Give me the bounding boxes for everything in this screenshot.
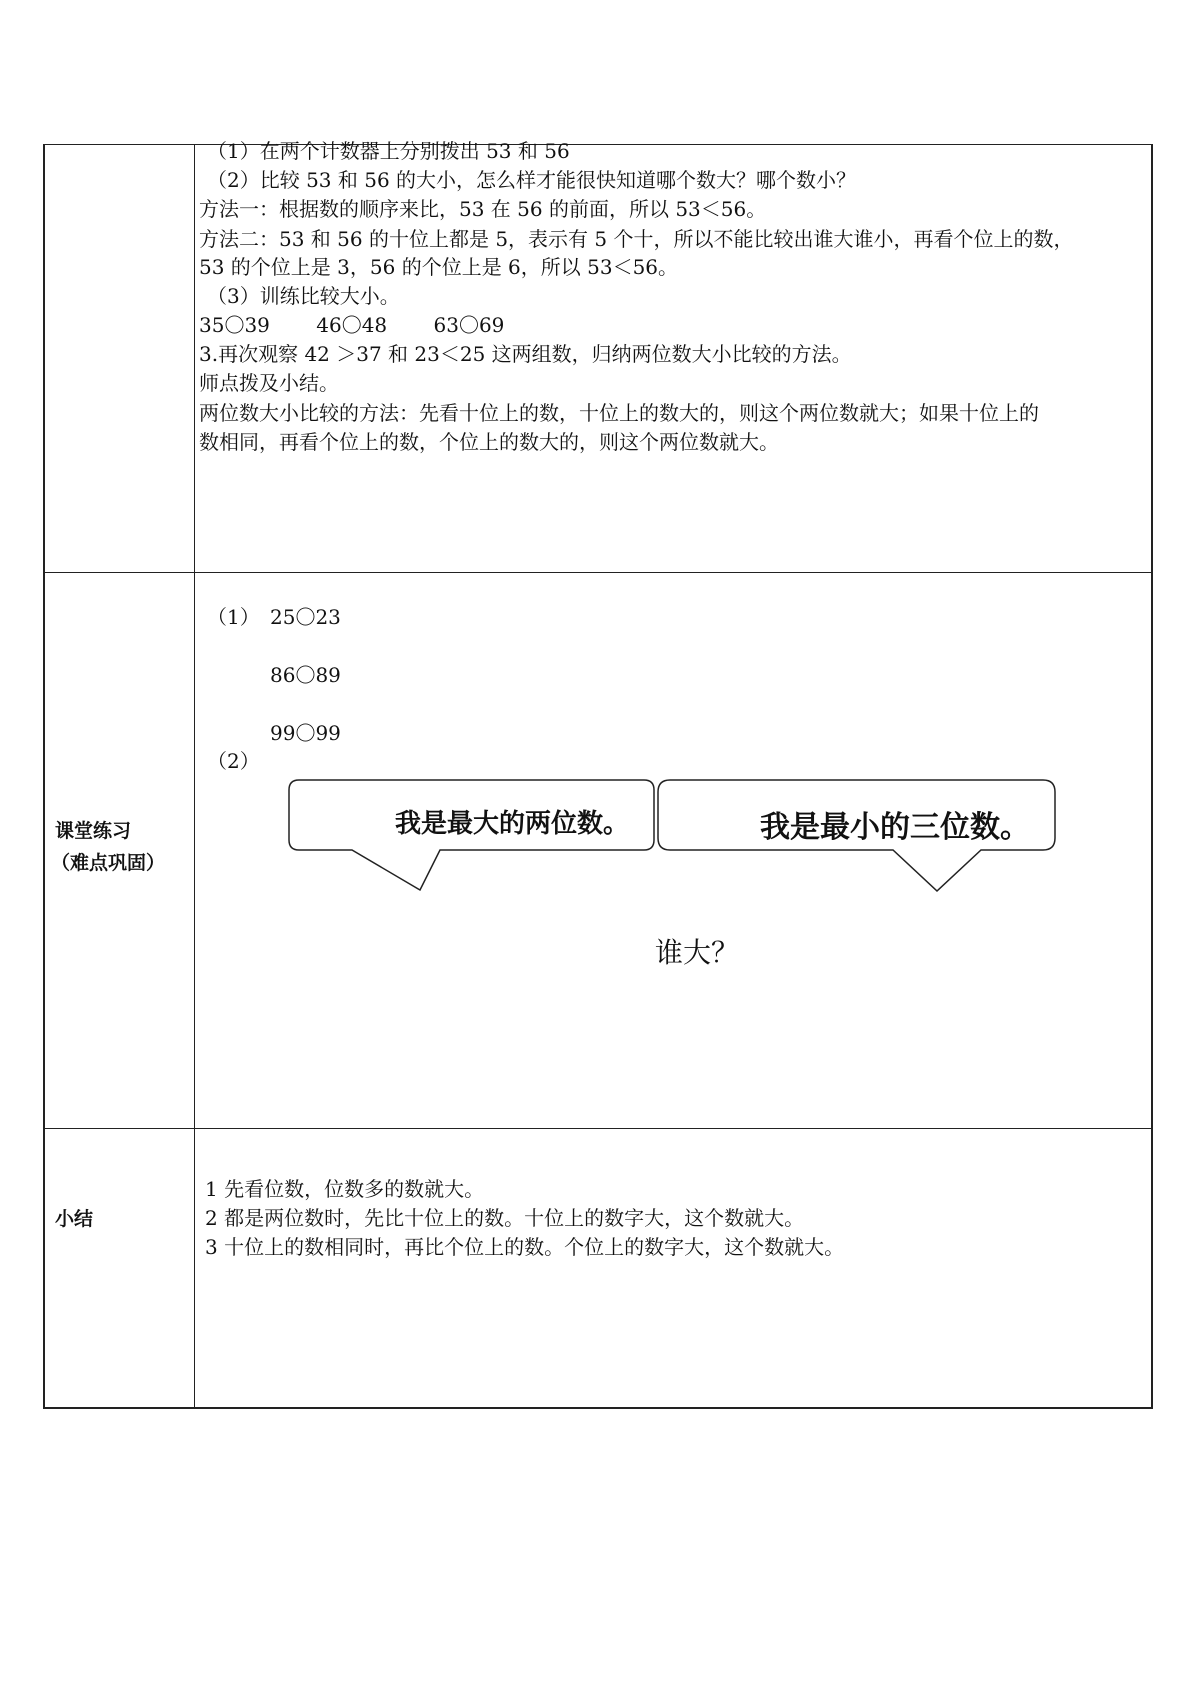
text-line: （3）训练比较大小。 bbox=[207, 284, 400, 308]
row-summary-content bbox=[195, 1129, 1151, 1408]
text-line: （1）在两个计数器上分别拨出 53 和 56 bbox=[207, 139, 570, 163]
comparison-item: 99〇99 bbox=[270, 721, 341, 745]
text-line: 两位数大小比较的方法：先看十位上的数，十位上的数大的，则这个两位数就大；如果十位上的 bbox=[199, 401, 1039, 425]
speech-bubbles bbox=[195, 573, 1155, 1129]
text-line: （2）比较 53 和 56 的大小，怎么样才能很快知道哪个数大？哪个数小？ bbox=[207, 168, 857, 192]
who-is-bigger-question: 谁大？ bbox=[655, 936, 740, 969]
bubble-right-text: 我是最小的三位数。 bbox=[760, 810, 1030, 845]
bubble-left-text: 我是最大的两位数。 bbox=[395, 809, 630, 839]
text-line: 师点拨及小结。 bbox=[199, 371, 339, 395]
summary-line: 1 先看位数，位数多的数就大。 bbox=[205, 1177, 485, 1201]
row-summary-label-cell bbox=[45, 1129, 195, 1408]
practice-label: 课堂练习 bbox=[55, 820, 132, 842]
row-teaching bbox=[45, 139, 1151, 573]
row-practice-label-cell bbox=[45, 573, 195, 1128]
text-line: 方法二：53 和 56 的十位上都是 5，表示有 5 个十，所以不能比较出谁大谁小，再看个位上的数， bbox=[199, 227, 1074, 251]
summary-line: 3 十位上的数相同时，再比个位上的数。个位上的数字大，这个数就大。 bbox=[205, 1235, 845, 1259]
text-line: 数相同，再看个位上的数，个位上的数大的，则这个两位数就大。 bbox=[199, 430, 779, 454]
summary-line: 2 都是两位数时，先比十位上的数。十位上的数字大，这个数就大。 bbox=[205, 1206, 805, 1230]
question-1-label: （1） bbox=[207, 605, 260, 629]
comparison-item: 86〇89 bbox=[270, 663, 341, 687]
text-line: 3.再次观察 42 ＞37 和 23＜25 这两组数，归纳两位数大小比较的方法。 bbox=[199, 342, 852, 366]
row-practice-content bbox=[195, 573, 1151, 1128]
text-line: 方法一：根据数的顺序来比，53 在 56 的前面，所以 53＜56。 bbox=[199, 197, 767, 221]
practice-sublabel: （难点巩固） bbox=[51, 852, 166, 874]
summary-label: 小结 bbox=[55, 1208, 94, 1230]
row-teaching-content bbox=[195, 139, 1151, 572]
question-2-label: （2） bbox=[207, 749, 260, 773]
row-summary bbox=[45, 1129, 1151, 1408]
text-line: 35〇39 46〇48 63〇69 bbox=[199, 313, 505, 337]
text-line: 53 的个位上是 3，56 的个位上是 6，所以 53＜56。 bbox=[199, 255, 679, 279]
row-teaching-label-cell bbox=[45, 145, 195, 572]
row-practice bbox=[45, 573, 1151, 1129]
lesson-table bbox=[43, 139, 1153, 1409]
comparison-item: 25〇23 bbox=[270, 605, 341, 629]
